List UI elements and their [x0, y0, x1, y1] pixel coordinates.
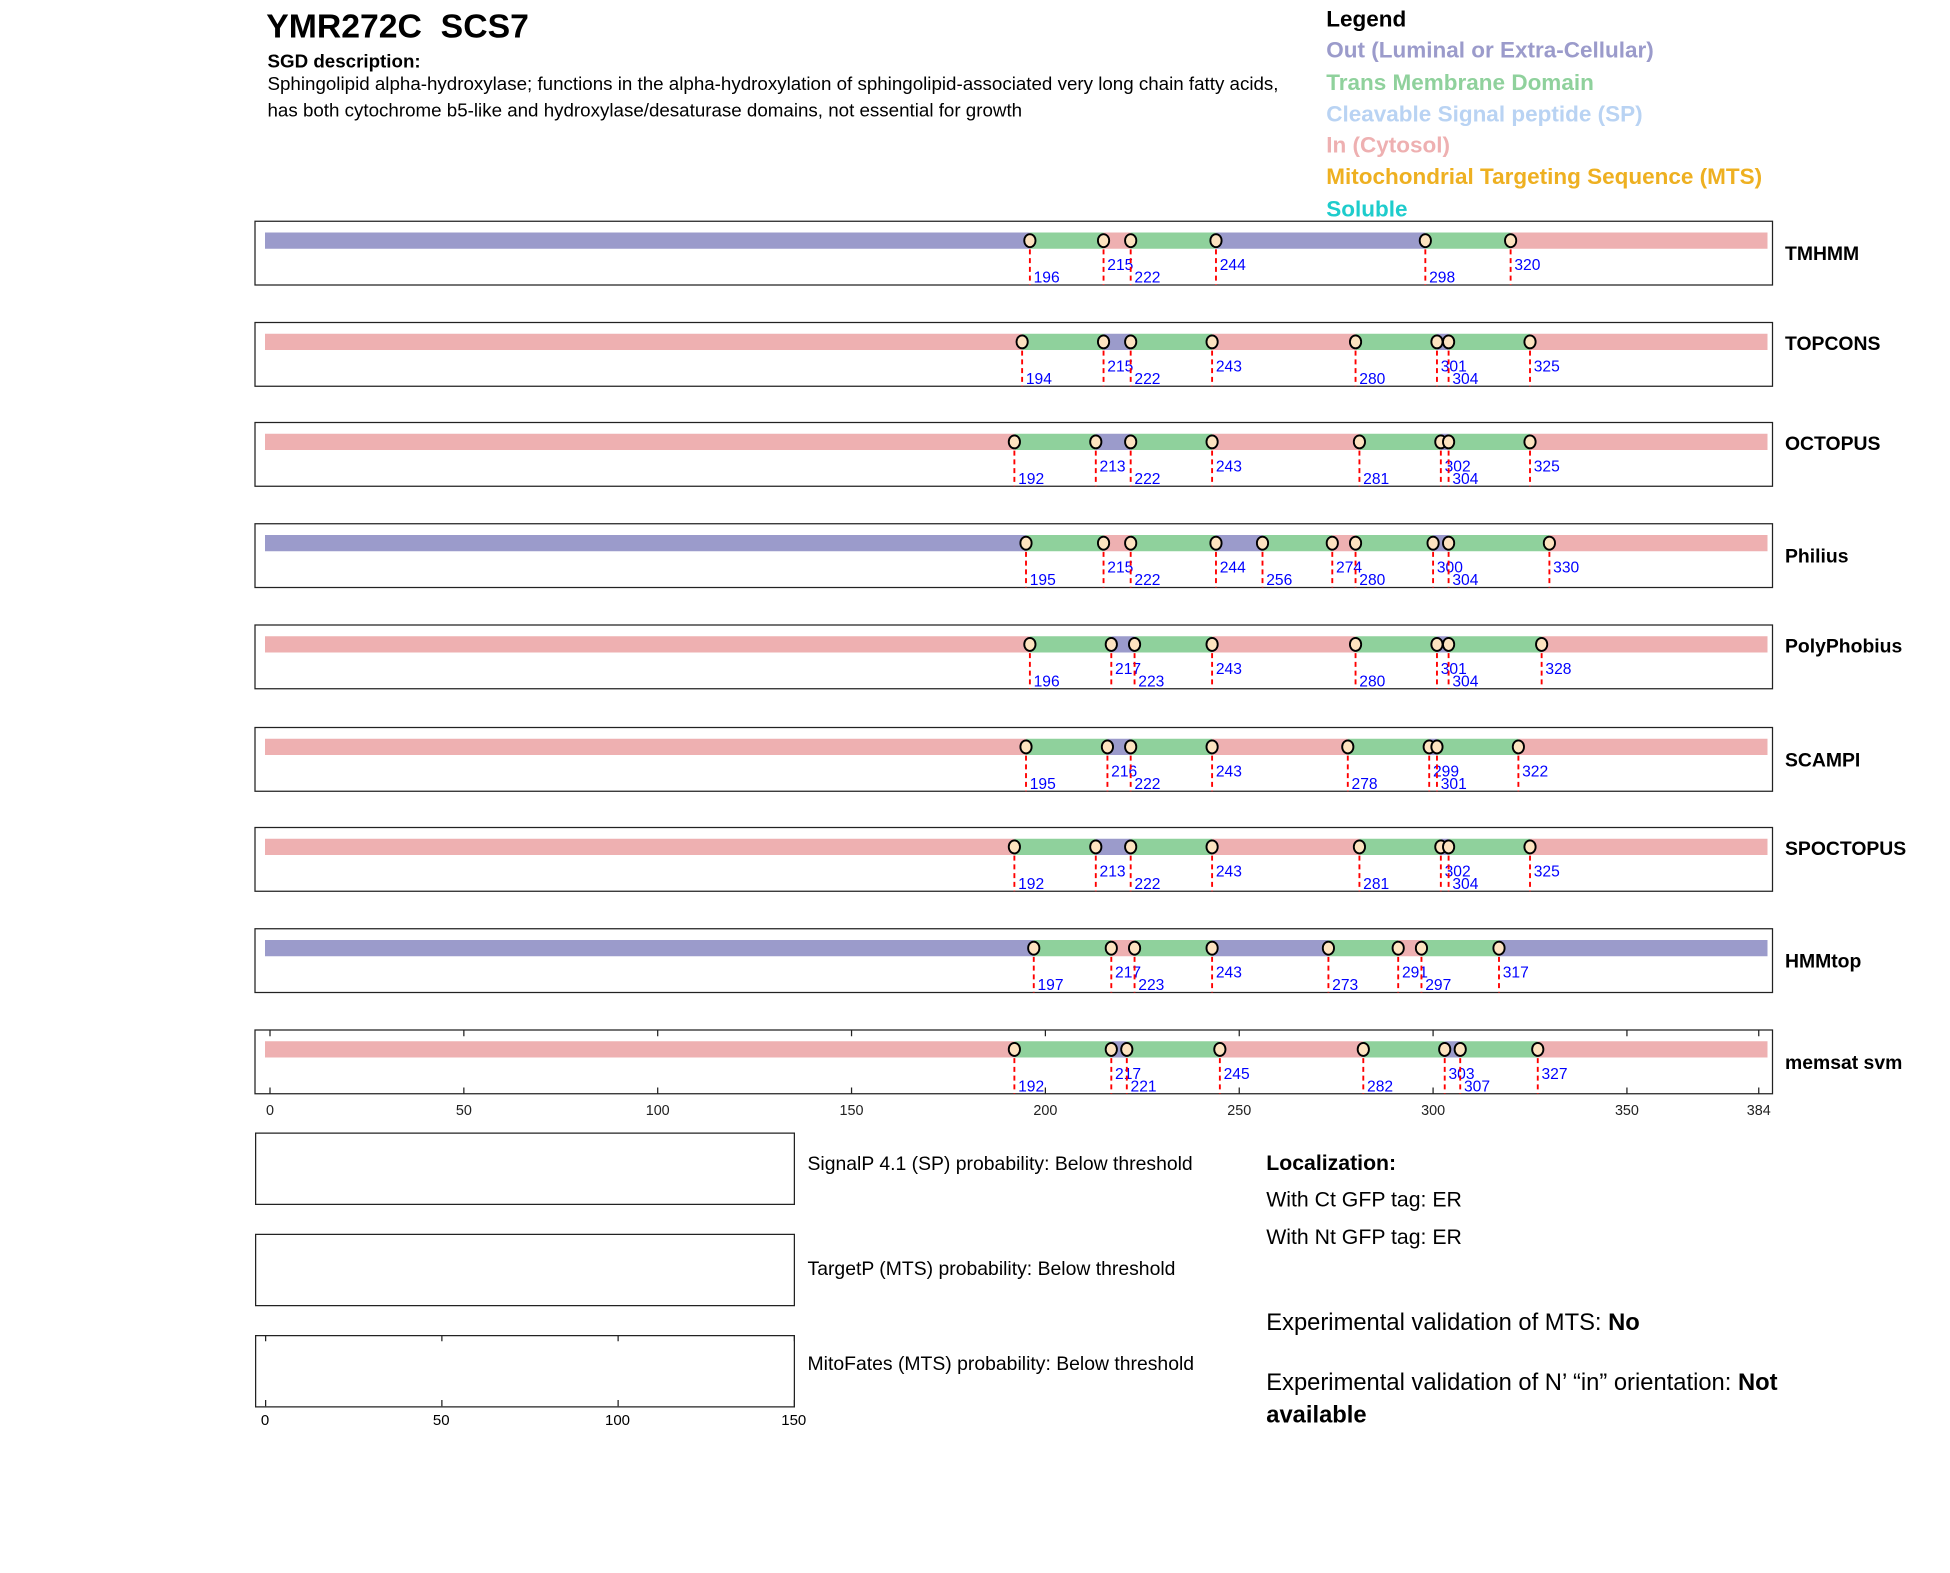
boundary-marker — [1009, 1043, 1020, 1056]
legend-out: Out (Luminal or Extra-Cellular) — [1326, 37, 1654, 63]
boundary-marker — [1427, 537, 1438, 550]
mitofates-label: MitoFates (MTS) probability: Below threshold — [807, 1353, 1195, 1375]
region-in — [1530, 839, 1767, 855]
boundary-marker — [1393, 942, 1404, 955]
boundary-marker — [1431, 638, 1442, 651]
boundary-marker — [1439, 1043, 1450, 1056]
boundary-label: 302 — [1444, 863, 1471, 881]
axis-tick-label: 350 — [1614, 1103, 1639, 1119]
region-in — [1220, 1041, 1363, 1057]
boundary-marker — [1017, 335, 1028, 348]
boundary-label: 281 — [1363, 875, 1390, 893]
track-box — [255, 929, 1773, 993]
region-tm — [1356, 334, 1437, 350]
boundary-label: 215 — [1107, 559, 1134, 577]
boundary-label: 243 — [1215, 763, 1242, 781]
boundary-marker — [1493, 942, 1504, 955]
region-tm — [1034, 940, 1112, 956]
boundary-label: 303 — [1448, 1065, 1475, 1083]
boundary-label: 301 — [1440, 660, 1467, 678]
track-box — [255, 323, 1773, 387]
boundary-label: 222 — [1134, 775, 1161, 793]
region-in — [1212, 636, 1355, 652]
region-tm — [1131, 535, 1216, 551]
region-in — [1542, 636, 1768, 652]
boundary-label: 256 — [1266, 572, 1293, 589]
boundary-marker — [1323, 942, 1334, 955]
region-in — [1212, 334, 1355, 350]
region-tm — [1135, 940, 1213, 956]
axis-tick — [265, 1400, 266, 1406]
track-name: SPOCTOPUS — [1785, 838, 1907, 860]
axis-tick-label: 250 — [1227, 1103, 1252, 1119]
boundary-label: 281 — [1363, 470, 1390, 488]
boundary-marker — [1125, 740, 1136, 753]
boundary-label: 222 — [1134, 269, 1161, 287]
boundary-label: 245 — [1223, 1065, 1250, 1083]
axis-tick-label: 0 — [266, 1103, 274, 1119]
boundary-marker — [1206, 942, 1217, 955]
region-tm — [1014, 839, 1095, 855]
region-in — [265, 434, 1014, 450]
boundary-label: 215 — [1107, 358, 1134, 376]
region-tm — [1127, 1041, 1220, 1057]
boundary-marker — [1206, 335, 1217, 348]
targetp-panel — [255, 1234, 795, 1307]
legend-tm: Trans Membrane Domain — [1326, 69, 1594, 95]
mitofates-panel — [255, 1335, 795, 1408]
mts-validation — [1266, 1308, 1841, 1341]
region-in — [265, 1041, 1014, 1057]
region-in — [1518, 739, 1767, 755]
region-tm — [1348, 739, 1429, 755]
axis-tick — [618, 1335, 619, 1341]
region-tm — [1449, 839, 1530, 855]
boundary-marker — [1206, 740, 1217, 753]
region-in — [265, 739, 1026, 755]
boundary-marker — [1358, 1043, 1369, 1056]
page-title: YMR272C SCS7 — [266, 7, 529, 45]
boundary-marker — [1090, 840, 1101, 853]
region-in — [1549, 535, 1767, 551]
boundary-marker — [1024, 234, 1035, 247]
region-tm — [1359, 434, 1440, 450]
boundary-label: 307 — [1463, 1078, 1491, 1096]
axis-tick — [794, 1335, 795, 1341]
sgd-heading: SGD description: — [267, 51, 421, 73]
boundary-label: 196 — [1033, 673, 1060, 691]
region-tm — [1460, 1041, 1538, 1057]
region-tm — [1014, 434, 1095, 450]
boundary-label: 222 — [1134, 370, 1161, 388]
boundary-label: 328 — [1545, 660, 1572, 678]
boundary-label: 300 — [1436, 559, 1463, 577]
boundary-label: 192 — [1018, 470, 1045, 488]
boundary-label: 192 — [1018, 1078, 1045, 1096]
boundary-label: 244 — [1219, 559, 1246, 577]
boundary-marker — [1416, 942, 1427, 955]
boundary-label: 325 — [1533, 358, 1560, 376]
boundary-label: 280 — [1359, 572, 1386, 589]
region-tm — [1263, 535, 1333, 551]
boundary-label: 325 — [1533, 458, 1560, 476]
axis-tick-label: 200 — [1033, 1103, 1058, 1119]
region-tm — [1014, 1041, 1111, 1057]
boundary-label: 278 — [1351, 775, 1378, 793]
boundary-marker — [1354, 840, 1365, 853]
boundary-marker — [1098, 335, 1109, 348]
boundary-label: 244 — [1219, 257, 1246, 274]
axis-tick-label: 50 — [455, 1103, 472, 1119]
boundary-marker — [1206, 840, 1217, 853]
boundary-marker — [1536, 638, 1547, 651]
boundary-label: 222 — [1134, 470, 1161, 488]
region-in — [265, 636, 1030, 652]
region-tm — [1026, 739, 1107, 755]
boundary-marker — [1443, 840, 1454, 853]
boundary-label: 317 — [1502, 964, 1529, 982]
sgd-description: Sphingolipid alpha-hydroxylase; functions in the alpha-hydroxylation of sphingolipid-associated very long chain fatty acids, has both cytochrome b5-like and hydroxylase/desaturase domains, not essential for growth — [267, 73, 1279, 122]
boundary-marker — [1009, 840, 1020, 853]
region-in — [1212, 739, 1348, 755]
boundary-label: 304 — [1452, 470, 1479, 488]
boundary-marker — [1125, 234, 1136, 247]
boundary-label: 197 — [1037, 977, 1064, 994]
region-out — [265, 233, 1030, 249]
boundary-label: 196 — [1033, 269, 1060, 287]
boundary-label: 217 — [1115, 1065, 1142, 1083]
boundary-marker — [1024, 638, 1035, 651]
axis-tick-label: 150 — [839, 1103, 864, 1119]
targetp-label: TargetP (MTS) probability: Below threshold — [807, 1258, 1176, 1280]
boundary-label: 216 — [1111, 763, 1138, 781]
boundary-label: 298 — [1429, 269, 1456, 287]
region-tm — [1135, 636, 1213, 652]
axis-tick-label: 300 — [1421, 1103, 1446, 1119]
axis-tick-label: 100 — [645, 1103, 670, 1119]
legend-sp: Cleavable Signal peptide (SP) — [1326, 101, 1643, 127]
signalp-label: SignalP 4.1 (SP) probability: Below threshold — [807, 1153, 1193, 1175]
boundary-label: 299 — [1432, 763, 1460, 781]
boundary-marker — [1210, 234, 1221, 247]
region-tm — [1026, 535, 1104, 551]
boundary-marker — [1524, 435, 1535, 448]
localization-ct: With Ct GFP tag: ER — [1266, 1187, 1462, 1212]
region-tm — [1425, 233, 1510, 249]
boundary-label: 243 — [1215, 458, 1242, 476]
boundary-marker — [1513, 740, 1524, 753]
region-out — [265, 535, 1026, 551]
boundary-marker — [1125, 840, 1136, 853]
track-box — [255, 221, 1773, 285]
boundary-label: 192 — [1018, 875, 1045, 893]
boundary-marker — [1443, 638, 1454, 651]
boundary-label: 243 — [1215, 863, 1242, 881]
legend-mts: Mitochondrial Targeting Sequence (MTS) — [1326, 164, 1763, 190]
boundary-label: 301 — [1440, 775, 1467, 793]
mts-validation-label: Experimental validation of MTS: — [1266, 1310, 1609, 1337]
boundary-marker — [1431, 335, 1442, 348]
boundary-marker — [1129, 942, 1140, 955]
track-name: memsat svm — [1785, 1051, 1903, 1074]
region-tm — [1449, 434, 1530, 450]
boundary-marker — [1090, 435, 1101, 448]
boundary-marker — [1020, 537, 1031, 550]
boundary-label: 243 — [1215, 358, 1242, 376]
boundary-marker — [1455, 1043, 1466, 1056]
boundary-label: 243 — [1215, 964, 1242, 982]
region-in — [1530, 434, 1767, 450]
boundary-label: 243 — [1215, 660, 1242, 678]
track-name: TOPCONS — [1785, 333, 1881, 355]
axis-tick-label: 384 — [1746, 1103, 1771, 1119]
track-name: OCTOPUS — [1785, 433, 1881, 455]
region-in — [265, 839, 1014, 855]
boundary-marker — [1431, 740, 1442, 753]
boundary-label: 195 — [1029, 572, 1056, 589]
boundary-marker — [1125, 335, 1136, 348]
boundary-label: 222 — [1134, 875, 1161, 893]
region-in — [1212, 839, 1359, 855]
localization-heading: Localization: — [1266, 1151, 1397, 1175]
boundary-label: 330 — [1553, 559, 1580, 577]
boundary-label: 322 — [1522, 763, 1549, 781]
track-name: PolyPhobius — [1785, 635, 1903, 658]
region-in — [1538, 1041, 1768, 1057]
orientation-validation — [1266, 1368, 1841, 1433]
boundary-label: 325 — [1533, 863, 1560, 881]
region-out — [1216, 535, 1263, 551]
track-name: Philius — [1785, 545, 1849, 568]
region-tm — [1328, 940, 1398, 956]
boundary-marker — [1505, 234, 1516, 247]
boundary-label: 282 — [1367, 1078, 1394, 1096]
axis-tick — [618, 1400, 619, 1406]
boundary-marker — [1098, 234, 1109, 247]
boundary-marker — [1327, 537, 1338, 550]
track-box — [255, 728, 1773, 792]
boundary-label: 215 — [1107, 257, 1134, 274]
boundary-label: 304 — [1452, 875, 1479, 893]
boundary-marker — [1102, 740, 1113, 753]
boundary-label: 297 — [1425, 977, 1452, 994]
boundary-marker — [1443, 537, 1454, 550]
region-in — [1530, 334, 1767, 350]
region-out — [265, 940, 1034, 956]
boundary-marker — [1206, 638, 1217, 651]
region-tm — [1421, 940, 1499, 956]
legend-in: In (Cytosol) — [1326, 132, 1450, 158]
region-tm — [1131, 233, 1216, 249]
boundary-marker — [1524, 840, 1535, 853]
region-tm — [1131, 739, 1212, 755]
boundary-label: 304 — [1452, 673, 1479, 691]
boundary-label: 223 — [1138, 977, 1165, 994]
region-tm — [1449, 535, 1550, 551]
axis-tick — [441, 1335, 442, 1341]
region-tm — [1363, 1041, 1444, 1057]
boundary-label: 195 — [1029, 775, 1056, 793]
boundary-marker — [1350, 638, 1361, 651]
region-tm — [1449, 636, 1542, 652]
region-tm — [1437, 739, 1518, 755]
boundary-label: 223 — [1138, 673, 1165, 691]
region-tm — [1356, 535, 1434, 551]
boundary-label: 217 — [1115, 660, 1142, 678]
region-in — [265, 334, 1022, 350]
boundary-marker — [1106, 638, 1117, 651]
boundary-label: 304 — [1452, 572, 1479, 589]
boundary-marker — [1098, 537, 1109, 550]
axis-tick — [441, 1400, 442, 1406]
boundary-marker — [1121, 1043, 1132, 1056]
boundary-label: 213 — [1099, 458, 1126, 476]
axis-tick-label: 50 — [432, 1411, 450, 1429]
region-tm — [1030, 233, 1104, 249]
track-box — [255, 625, 1773, 689]
region-out — [1216, 233, 1425, 249]
boundary-label: 301 — [1440, 358, 1467, 376]
boundary-marker — [1257, 537, 1268, 550]
region-out — [1499, 940, 1768, 956]
boundary-marker — [1020, 740, 1031, 753]
mts-validation-value: No — [1608, 1310, 1640, 1337]
boundary-marker — [1443, 335, 1454, 348]
region-tm — [1131, 334, 1212, 350]
boundary-label: 274 — [1336, 559, 1363, 577]
boundary-label: 194 — [1025, 370, 1052, 388]
axis-tick — [265, 1335, 266, 1341]
boundary-marker — [1009, 435, 1020, 448]
boundary-marker — [1106, 1043, 1117, 1056]
axis-tick-label: 0 — [260, 1411, 270, 1429]
region-tm — [1131, 839, 1212, 855]
axis-tick-label: 150 — [781, 1411, 807, 1429]
boundary-label: 222 — [1134, 572, 1161, 589]
boundary-label: 280 — [1359, 673, 1386, 691]
boundary-marker — [1350, 537, 1361, 550]
boundary-label: 221 — [1130, 1078, 1157, 1096]
region-tm — [1022, 334, 1103, 350]
boundary-marker — [1342, 740, 1353, 753]
boundary-label: 213 — [1099, 863, 1126, 881]
boundary-label: 280 — [1359, 370, 1386, 388]
region-tm — [1356, 636, 1437, 652]
axis-tick — [794, 1400, 795, 1406]
region-out — [1212, 940, 1328, 956]
legend-soluble: Soluble — [1326, 195, 1408, 221]
boundary-marker — [1443, 435, 1454, 448]
boundary-marker — [1028, 942, 1039, 955]
region-tm — [1030, 636, 1111, 652]
orientation-validation-label: Experimental validation of N’ “in” orientation: — [1266, 1370, 1738, 1397]
boundary-label: 291 — [1401, 964, 1428, 982]
track-name: SCAMPI — [1785, 749, 1861, 772]
boundary-marker — [1106, 942, 1117, 955]
axis-tick-label: 100 — [604, 1411, 631, 1429]
boundary-label: 304 — [1452, 370, 1479, 388]
signalp-panel — [255, 1133, 795, 1206]
boundary-label: 302 — [1444, 458, 1471, 476]
boundary-label: 217 — [1115, 964, 1142, 982]
boundary-marker — [1125, 435, 1136, 448]
boundary-marker — [1125, 537, 1136, 550]
region-tm — [1449, 334, 1530, 350]
boundary-marker — [1420, 234, 1431, 247]
region-in — [1511, 233, 1768, 249]
boundary-marker — [1206, 435, 1217, 448]
boundary-marker — [1354, 435, 1365, 448]
track-name: HMMtop — [1785, 950, 1862, 973]
boundary-label: 320 — [1514, 257, 1541, 274]
boundary-marker — [1129, 638, 1140, 651]
region-tm — [1359, 839, 1440, 855]
orientation-validation-value: Not available — [1266, 1370, 1778, 1429]
boundary-marker — [1544, 537, 1555, 550]
boundary-marker — [1210, 537, 1221, 550]
boundary-label: 327 — [1541, 1065, 1568, 1083]
track-name: TMHMM — [1785, 243, 1860, 265]
boundary-marker — [1214, 1043, 1225, 1056]
boundary-marker — [1524, 335, 1535, 348]
region-tm — [1131, 434, 1212, 450]
legend-title: Legend — [1326, 6, 1407, 32]
track-box — [255, 524, 1773, 588]
boundary-label: 273 — [1332, 977, 1359, 994]
boundary-marker — [1350, 335, 1361, 348]
boundary-marker — [1532, 1043, 1543, 1056]
region-in — [1212, 434, 1359, 450]
localization-nt: With Nt GFP tag: ER — [1266, 1225, 1462, 1249]
